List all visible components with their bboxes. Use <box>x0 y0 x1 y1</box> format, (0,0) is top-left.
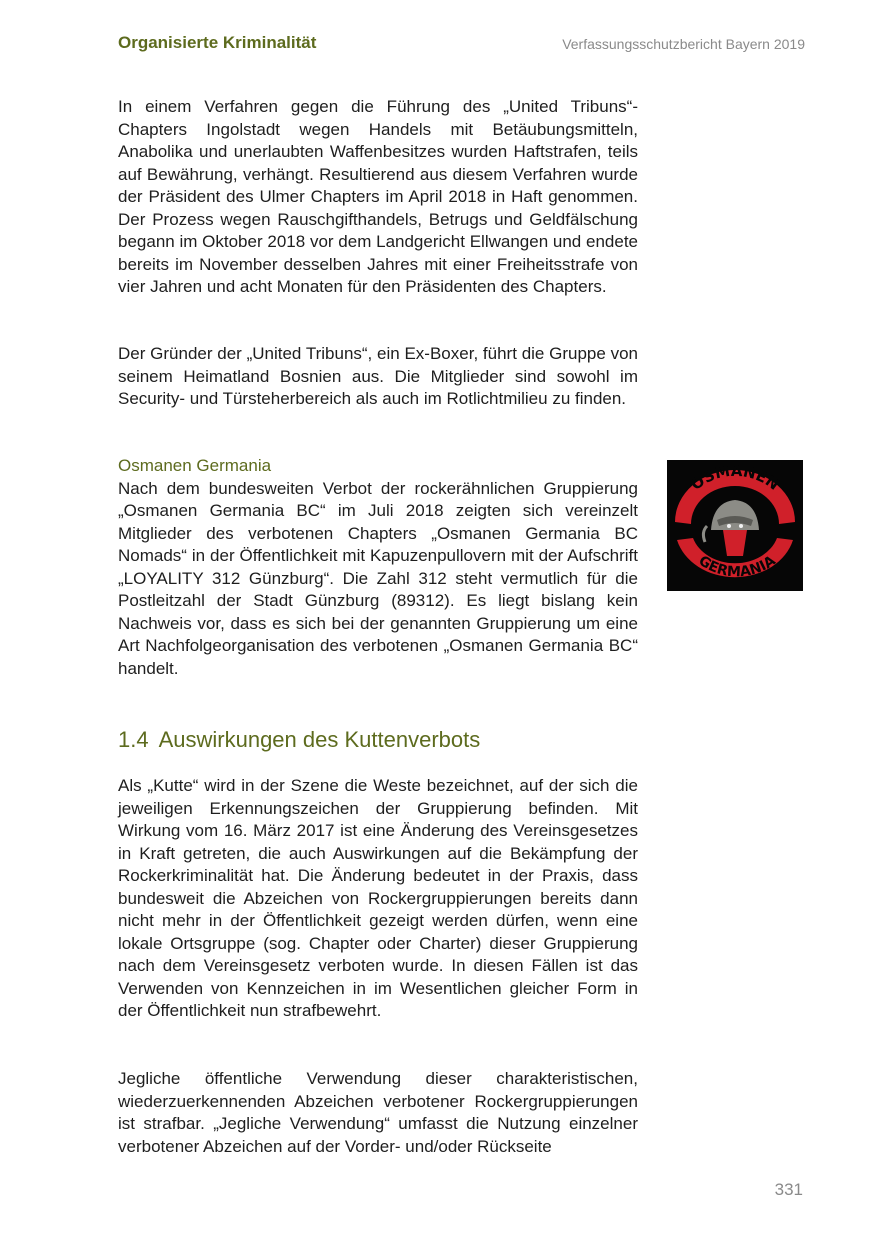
paragraph-kutte-definition <box>118 775 638 1023</box>
section-osmanen-germania <box>118 455 638 680</box>
section-heading <box>118 727 718 753</box>
page-number: 331 <box>774 1180 803 1199</box>
paragraph-text: Jegliche öffentliche Verwendung dieser charakteristischen, wiederzuerkennenden Abzeichen verbotener Rockergruppierungen ist strafbar. „Jegliche Verwendung“ umfasst die Nutzung einzelner verbotener Abzeichen auf der Vorder- und/oder Rückseite <box>118 1069 638 1156</box>
paragraph-text: Als „Kutte“ wird in der Szene die Weste bezeichnet, auf der sich die jeweiligen Erkennungszeichen der Gruppierung befinden. Mit Wirkung vom 16. März 2017 ist eine Änderung des Vereinsgesetzes in Kraft getreten, die auch Auswirkungen auf die Bekämpfung der Rockerkriminalität hat. Die Änderung bedeutet in der Praxis, dass bundesweit die Abzeichen von Rockergruppierungen bereits dann nicht mehr in der Öffentlichkeit gezeigt werden dürfen, wenn eine lokale Ortsgruppe (sog. Chapter oder Charter) dieser Gruppierung nach dem Vereinsgesetz verboten wurde. In diesen Fällen ist das Verwenden von Kennzeichen in im Wesentlichen gleicher Form in der Öffentlichkeit nun strafbewehrt. <box>118 776 638 1020</box>
paragraph-united-tribuns-founder <box>118 343 638 411</box>
running-header-report: Verfassungsschutzbericht Bayern 2019 <box>562 36 805 52</box>
paragraph-text: Nach dem bundesweiten Verbot der rockerähnlichen Gruppierung „Osmanen Germania BC“ im Juli 2018 zeigten sich vereinzelt Mitglieder des verbotenen Chapters „Osmanen Germania BC Nomads“ in der Öffentlichkeit mit Kapuzenpullovern mit der Aufschrift „LOYALITY 312 Günzburg“. Die Zahl 312 steht vermutlich für die Postleitzahl der Stadt Günzburg (89312). Es liegt bislang kein Nachweis vor, dass es sich bei der genannten Gruppierung um eine Art Nachfolgeorganisation des verbotenen „Osmanen Germania BC“ handelt. <box>118 478 638 678</box>
subheading-osmanen-germania: Osmanen Germania <box>118 456 272 475</box>
paragraph-text: In einem Verfahren gegen die Führung des „United Tribuns“-Chapters Ingolstadt wegen Handels mit Betäubungsmitteln, Anabolika und unerlaubten Waffenbesitzes wurden Haftstrafen, teils auf Bewährung, verhängt. Resultierend aus diesem Verfahren wurde der Präsident des Ulmer Chapters im April 2018 in Haft genommen. Der Prozess wegen Rauschgifthandels, Betrugs und Geldfälschung begann im Oktober 2018 vor dem Landgericht Ellwangen und endete bereits im November desselben Jahres mit einer Freiheitsstrafe von vier Jahren und acht Monaten für den Präsidenten des Chapters. <box>118 97 638 296</box>
logo-bottom-text: GERMANIA <box>695 552 779 581</box>
section-number: 1.4 <box>118 727 149 752</box>
running-header-section: Organisierte Kriminalität <box>118 33 317 52</box>
helmeted-figure-icon <box>703 500 759 556</box>
logo-top-text: OSMANEN <box>687 461 783 494</box>
osmanen-germania-logo <box>667 460 803 591</box>
paragraph-text: Der Gründer der „United Tribuns“, ein Ex-Boxer, führt die Gruppe von seinem Heimatland Bosnien aus. Die Mitglieder sind sowohl im Security- und Türsteherbereich als auch im Rotlichtmilieu zu finden. <box>118 344 638 408</box>
paragraph-united-tribuns-proceedings <box>118 96 638 299</box>
logo-emblem <box>667 460 803 591</box>
paragraph-jegliche-verwendung <box>118 1068 638 1158</box>
section-title: Auswirkungen des Kuttenverbots <box>158 727 481 752</box>
